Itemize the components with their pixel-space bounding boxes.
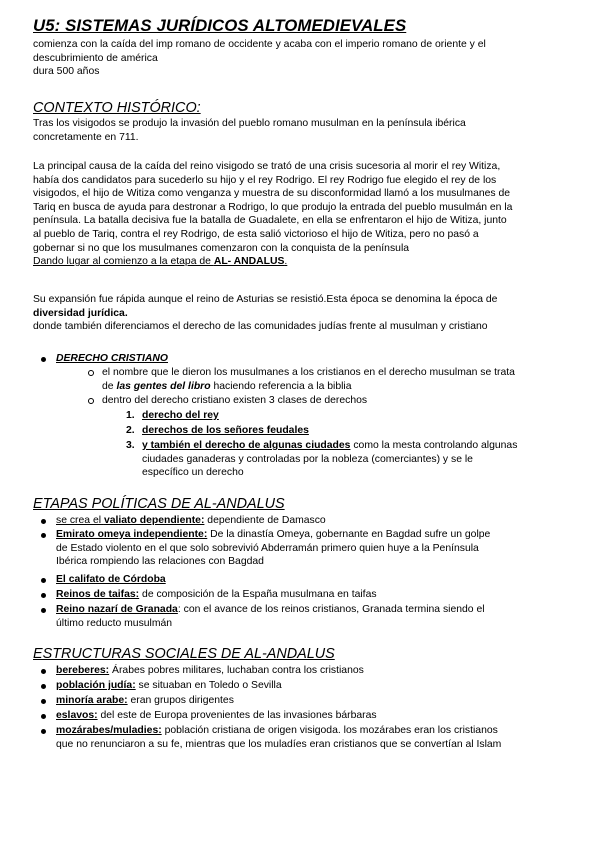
bullet-icon bbox=[41, 714, 46, 719]
etapa-label: Emirato omeya independiente: bbox=[56, 529, 208, 540]
intro-line: dura 500 años bbox=[33, 66, 100, 78]
etapa-item bbox=[56, 588, 576, 602]
etapa-item bbox=[56, 528, 576, 569]
item-label: y también el derecho de algunas ciudades bbox=[142, 440, 351, 451]
al-andalus-term: AL- ANDALUS bbox=[213, 256, 285, 268]
etapa-label: Reinos de taifas: bbox=[56, 589, 140, 600]
derecho-numbered-item bbox=[126, 409, 552, 423]
intro-line: comienza con la caída del imp romano de occidente y acaba con el imperio romano de oriente y el bbox=[33, 39, 486, 50]
etapas-heading: ETAPAS POLÍTICAS DE AL-ANDALUS bbox=[33, 496, 285, 512]
etapa-item bbox=[56, 603, 576, 630]
estructura-item bbox=[56, 724, 576, 751]
al-andalus-end: . bbox=[284, 256, 288, 268]
diversidad-juridica: diversidad jurídica. bbox=[33, 307, 128, 319]
item-label: derechos de los señores feudales bbox=[142, 425, 309, 436]
circle-bullet-icon bbox=[88, 398, 94, 404]
paragraph-line: visigodos, el hijo de Witiza como venganza y muestra de su disconformidad llamó a los musulmanes de bbox=[33, 188, 511, 200]
bullet-icon bbox=[41, 578, 46, 583]
estructura-label: bereberes: bbox=[56, 665, 110, 676]
estructura-item bbox=[56, 664, 576, 678]
intro-block bbox=[33, 38, 573, 79]
bullet-icon bbox=[41, 684, 46, 689]
estructura-item bbox=[56, 709, 576, 723]
etapa-label: El califato de Córdoba bbox=[56, 574, 166, 585]
contexto-paragraph-2 bbox=[33, 160, 573, 269]
etapa-item bbox=[56, 514, 576, 528]
bullet-icon bbox=[41, 729, 46, 734]
estructura-text: que no renunciaron a su fe, mientras que los muladíes eran cristianos que se convertían al Islam bbox=[56, 738, 502, 750]
etapa-label: Reino nazarí de Granada bbox=[56, 604, 178, 615]
circle-bullet-icon bbox=[88, 370, 94, 376]
item-text: ciudades ganaderas y controladas por la nobleza (comerciantes) y se le bbox=[142, 453, 473, 465]
estructura-text: eran grupos dirigentes bbox=[127, 695, 234, 706]
estructura-text: del este de Europa provenientes de las invasiones bárbaras bbox=[97, 710, 377, 721]
bullet-icon bbox=[41, 357, 46, 362]
paragraph-line: Tras los visigodos se produjo la invasión del pueblo romano musulman en la península ibérica bbox=[33, 118, 466, 129]
paragraph-line: dentro del derecho cristiano existen 3 clases de derechos bbox=[102, 395, 368, 406]
paragraph-line: el nombre que le dieron los musulmanes a los cristianos en el derecho musulman se trata bbox=[102, 367, 515, 378]
paragraph-line: había dos candidatos para sucederlo su hijo y el rey Rodrigo. El rey Rodrigo fue elegido el rey de los bbox=[33, 174, 497, 186]
estructura-text: población cristiana de origen visigoda. los mozárabes eran los cristianos bbox=[161, 725, 498, 736]
etapa-label: valiato dependiente: bbox=[103, 515, 205, 526]
derecho-sub-item bbox=[102, 394, 552, 408]
item-number: 3. bbox=[126, 440, 135, 451]
etapa-text: Ibérica rompiendo las relaciones con Bagdad bbox=[56, 556, 264, 568]
bullet-icon bbox=[41, 593, 46, 598]
paragraph-line: península. La batalla decisiva fue la batalla de Guadalete, en ella se enfrentaron el hijo de Witiza, junto bbox=[33, 215, 507, 227]
item-number: 1. bbox=[126, 410, 135, 421]
paragraph-line: La principal causa de la caída del reino visigodo se trató de una crisis sucesoria al morir el rey Witiza, bbox=[33, 161, 501, 172]
etapa-item bbox=[56, 573, 576, 587]
estructura-text: se situaban en Toledo o Sevilla bbox=[135, 680, 282, 691]
intro-line: descubrimiento de américa bbox=[33, 52, 158, 64]
contexto-paragraph-3 bbox=[33, 293, 573, 334]
etapa-text: de Estado violento en el que solo sobrevivió Abderramán primero quien huye a la Península bbox=[56, 542, 479, 554]
estructura-text: Árabes pobres militares, luchaban contra los cristianos bbox=[109, 665, 364, 676]
etapa-text: último reducto musulmán bbox=[56, 617, 173, 629]
derecho-cristiano-label: DERECHO CRISTIANO bbox=[56, 353, 168, 364]
item-label: derecho del rey bbox=[142, 410, 219, 421]
derecho-numbered-item bbox=[126, 439, 552, 480]
paragraph-line: Tariq en busca de ayuda para destronar a Rodrigo, lo que produjo la entrada del pueblo musulmán en la bbox=[33, 201, 513, 213]
estructura-label: población judía: bbox=[56, 680, 136, 691]
derecho-sub-item bbox=[102, 366, 552, 393]
gentes-lead: de bbox=[102, 380, 117, 392]
item-number: 2. bbox=[126, 425, 135, 436]
item-line bbox=[142, 439, 552, 453]
paragraph-line: concretamente en 711. bbox=[33, 131, 139, 143]
bullet-icon bbox=[41, 669, 46, 674]
gentes-del-libro: las gentes del libro bbox=[116, 380, 211, 392]
etapa-text: : con el avance de los reinos cristianos, Granada termina siendo el bbox=[177, 604, 485, 615]
derecho-cristiano-item bbox=[56, 352, 576, 366]
etapa-text: de composición de la España musulmana en taifas bbox=[139, 589, 377, 600]
paragraph-line: gobernar si no que los musulmanes comenzaron con la conquista de la península bbox=[33, 242, 410, 254]
estructura-label: minoría arabe: bbox=[56, 695, 128, 706]
etapa-text: De la dinastía Omeya, gobernante en Bagdad sufre un golpe bbox=[207, 529, 491, 540]
estructuras-heading: ESTRUCTURAS SOCIALES DE AL-ANDALUS bbox=[33, 646, 335, 662]
estructura-label: mozárabes/muladies: bbox=[56, 725, 162, 736]
derecho-numbered-item bbox=[126, 424, 552, 438]
bullet-icon bbox=[41, 533, 46, 538]
al-andalus-lead: Dando lugar al comienzo a la etapa de bbox=[33, 256, 214, 268]
paragraph-line: donde también diferenciamos el derecho de las comunidades judías frente al musulman y cristiano bbox=[33, 321, 488, 333]
paragraph-line: Su expansión fue rápida aunque el reino de Asturias se resistió.Esta época se denomina la época de bbox=[33, 294, 498, 305]
bullet-icon bbox=[41, 519, 46, 524]
al-andalus-line bbox=[33, 255, 573, 269]
etapa-pre: se crea el bbox=[56, 515, 104, 526]
gentes-end: haciendo referencia a la biblia bbox=[210, 380, 352, 392]
paragraph-line: al pueblo de Tariq, contra el rey Rodrigo, de esta salió victorioso el hijo de Witiza, pero no pasó a bbox=[33, 228, 479, 240]
estructura-item bbox=[56, 679, 576, 693]
document-title: U5: SISTEMAS JURÍDICOS ALTOMEDIEVALES bbox=[33, 16, 407, 35]
etapa-text: dependiente de Damasco bbox=[204, 515, 326, 526]
estructura-item bbox=[56, 694, 576, 708]
contexto-paragraph-1 bbox=[33, 117, 573, 144]
item-text: específico un derecho bbox=[142, 467, 244, 479]
item-text: como la mesta controlando algunas bbox=[350, 440, 518, 451]
gentes-line bbox=[102, 380, 552, 394]
bullet-icon bbox=[41, 699, 46, 704]
bullet-icon bbox=[41, 608, 46, 613]
estructura-label: eslavos: bbox=[56, 710, 98, 721]
contexto-heading: CONTEXTO HISTÓRICO: bbox=[33, 100, 201, 116]
